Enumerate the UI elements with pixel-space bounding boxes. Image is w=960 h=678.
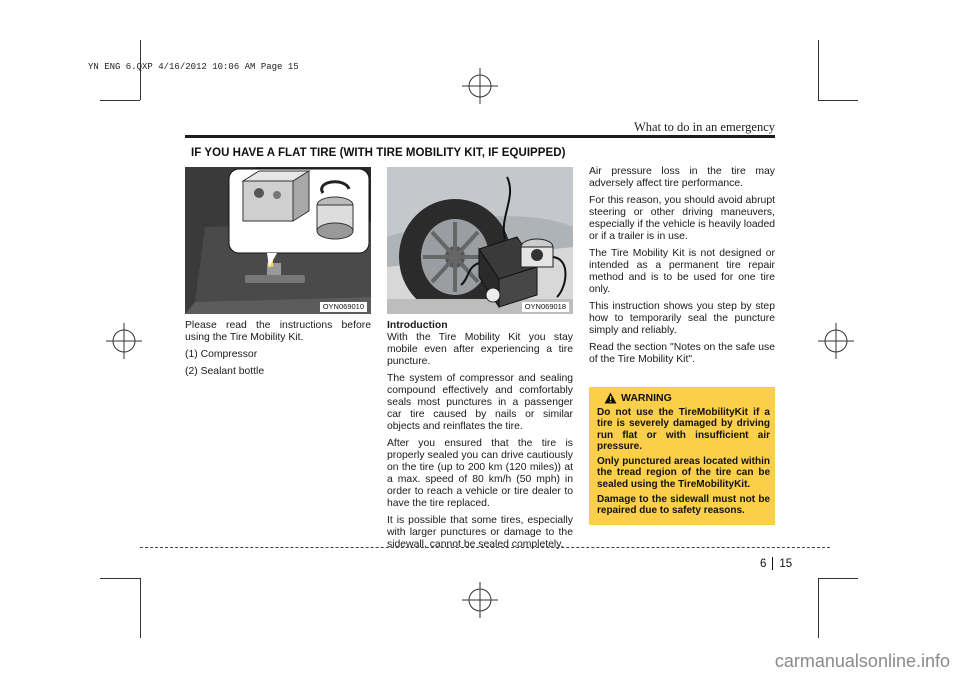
crop-mark [100,578,140,579]
paragraph: For this reason, you should avoid abrupt steering or other driving maneuvers, especially if the vehicle is heavily loaded or if a trailer is in use. [589,195,775,242]
column-middle [387,320,573,556]
watermark: carmanualsonline.info [774,651,950,671]
paragraph: Air pressure loss in the tire may adversely affect tire performance. [589,166,775,189]
figure-code: OYN069018 [522,302,569,312]
warning-body [597,407,770,521]
registration-target-icon [104,321,144,361]
crop-mark [140,578,141,638]
registration-target-icon [816,321,856,361]
column-left [185,320,371,383]
page-number [760,557,792,570]
page-number-value: 15 [779,557,793,570]
warning-title: WARNING [621,392,672,404]
crop-mark [818,40,819,100]
crop-mark [818,578,819,638]
paragraph: The system of compressor and sealing compound effectively and comfortably seals most punctures in a passenger car tire caused by nails or similar objects and reinflates the tire. [387,373,573,432]
subheading: Introduction [387,320,448,331]
paragraph: This instruction shows you step by step how to temporarily seal the puncture simply and reliably. [589,301,775,336]
column-right [589,166,775,371]
warning-paragraph: Only punctured areas located within the tread region of the tire can be sealed using the TireMobilityKit. [597,456,770,490]
warning-paragraph: Damage to the sidewall must not be repaired due to safety reasons. [597,494,770,517]
paragraph: Read the section "Notes on the safe use of the Tire Mobility Kit". [589,342,775,365]
list-item: (2) Sealant bottle [185,366,265,377]
page-heading: IF YOU HAVE A FLAT TIRE (WITH TIRE MOBILITY KIT, IF EQUIPPED) [191,147,566,159]
title-rule [185,135,775,138]
paragraph: The Tire Mobility Kit is not designed or intended as a permanent tire repair method and is to be used for one tire only. [589,248,775,295]
trunk-illustration [185,167,371,314]
warning-box [589,387,775,525]
paragraph: Please read the instructions before using the Tire Mobility Kit. [185,320,371,343]
figure-trunk-kit [185,167,371,314]
section-title: What to do in an emergency [633,120,775,134]
warning-paragraph: Do not use the TireMobilityKit if a tire is severely damaged by driving run flat or with insufficient air pressure. [597,407,770,452]
warning-triangle-icon [604,392,617,404]
figure-code: OYN069010 [320,302,367,312]
page-number-separator [772,557,773,570]
warning-header [604,392,672,404]
crop-mark [100,100,140,101]
paragraph: With the Tire Mobility Kit you stay mobile even after experiencing a tire puncture. [387,332,573,367]
registration-target-icon [460,580,500,620]
chapter-number: 6 [760,557,767,570]
figure-compressor-tire [387,167,573,314]
crop-mark [818,578,858,579]
compressor-tire-illustration [387,167,573,314]
paragraph: It is possible that some tires, especially with larger punctures or damage to the sidewall, cannot be sealed completely. [387,515,573,550]
print-slug: YN ENG 6.QXP 4/16/2012 10:06 AM Page 15 [88,62,299,72]
paragraph: After you ensured that the tire is properly sealed you can drive cautiously on the tire (up to 200 km (120 miles)) at a max. speed of 80 km/h (50 mph) in order to reach a vehicle or tire dealer to have the tire replaced. [387,438,573,509]
list-item: (1) Compressor [185,349,258,360]
registration-target-icon [460,66,500,106]
footer-divider [140,547,830,548]
crop-mark [818,100,858,101]
